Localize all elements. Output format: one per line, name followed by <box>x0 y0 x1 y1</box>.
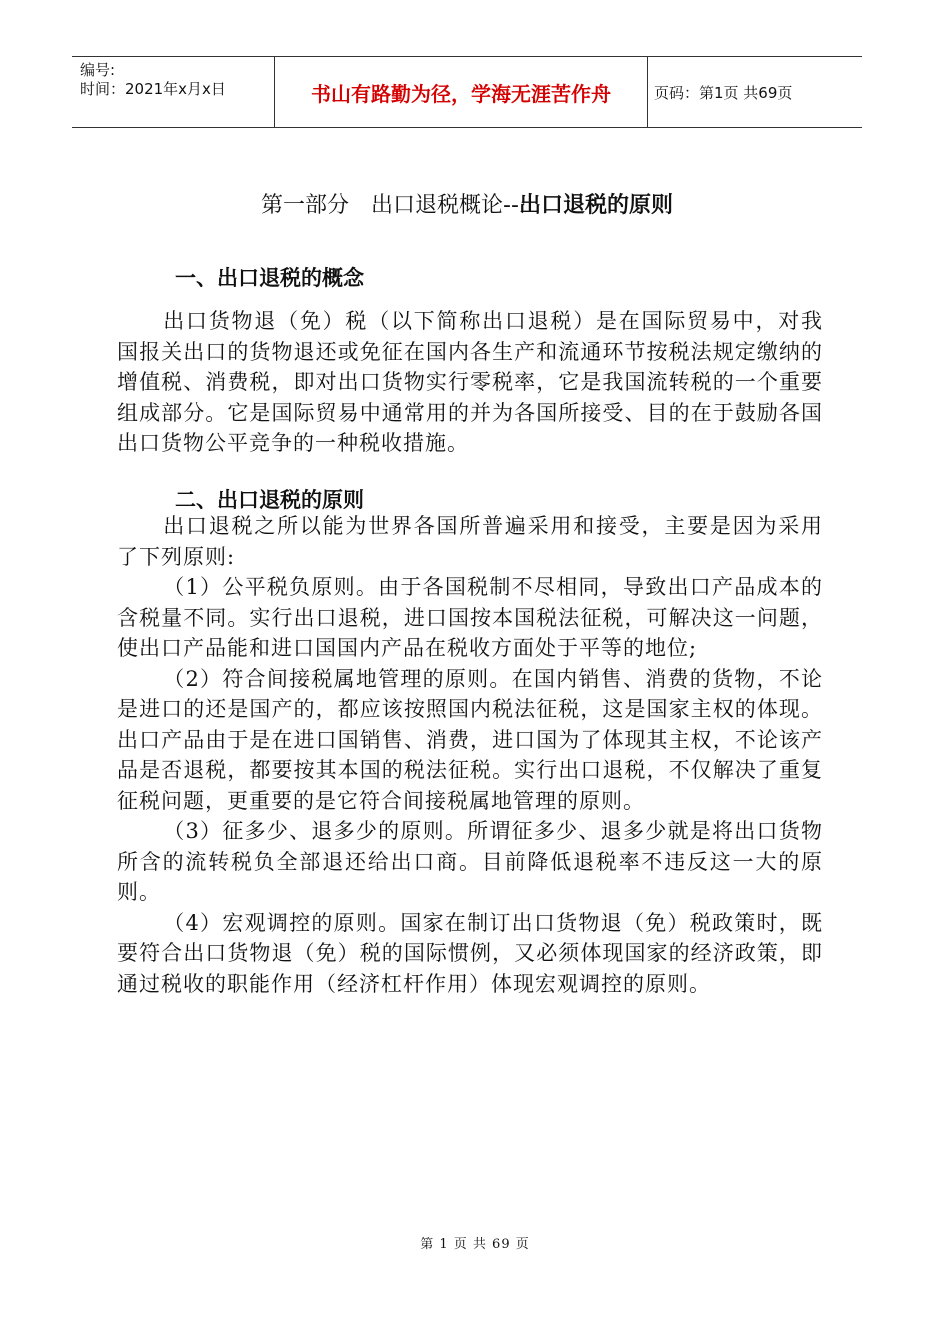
header-motto: 书山有路勤为径，学海无涯苦作舟 <box>274 57 648 127</box>
paragraph: （3）征多少、退多少的原则。所谓征多少、退多少就是将出口货物所含的流转税负全部退还给出口商。目前降低退税率不违反这一大的原则。 <box>117 819 823 904</box>
page-header <box>72 56 862 128</box>
paragraph: （1）公平税负原则。由于各国税制不尽相同，导致出口产品成本的含税量不同。实行出口退税，进口国按本国税法征税，可解决这一问题，使出口产品能和进口国国内产品在税收方面处于平等的地位; <box>117 575 823 660</box>
title-part: 第一部分 出口退税概论-- <box>261 193 519 218</box>
header-left-cell <box>72 57 274 127</box>
section1-body <box>117 306 823 459</box>
number-label: 编号: <box>80 61 116 79</box>
page-footer: 第 1 页 共 69 页 <box>420 1237 530 1252</box>
section2-body <box>117 511 823 999</box>
title-sub: 出口退税的原则 <box>518 193 673 218</box>
document-title <box>72 188 862 219</box>
section1-heading: 一、出口退税的概念 <box>175 266 364 290</box>
header-page-label: 页码：第1页 共69页 <box>654 83 793 102</box>
paragraph: 出口退税之所以能为世界各国所普遍采用和接受，主要是因为采用了下列原则: <box>117 514 823 569</box>
paragraph: （4）宏观调控的原则。国家在制订出口货物退（免）税政策时，既要符合出口货物退（免）税的国际惯例，又必须体现国家的经济政策，即通过税收的职能作用（经济杠杆作用）体现宏观调控的原则。 <box>117 910 823 996</box>
paragraph: 出口货物退（免）税（以下简称出口退税）是在国际贸易中，对我国报关出口的货物退还或免征在国内各生产和流通环节按税法规定缴纳的增值税、消费税，即对出口货物实行零税率，它是我国流转税的一个重要组成部分。它是国际贸易中通常用的并为各国所接受、目的在于鼓励各国出口货物公平竞争的一种税收措施。 <box>117 309 823 455</box>
time-label: 时间：2021年x月x日 <box>80 80 226 98</box>
section2-heading: 二、出口退税的原则 <box>175 488 364 512</box>
paragraph: （2）符合间接税属地管理的原则。在国内销售、消费的货物，不论是进口的还是国产的，都应该按照国内税法征税，这是国家主权的体现。出口产品由于是在进口国销售、消费，进口国为了体现其主权，不论该产品是否退税，都要按其本国的税法征税。实行出口退税，不仅解决了重复征税问题，更重要的是它符合间接税属地管理的原则。 <box>117 666 823 813</box>
